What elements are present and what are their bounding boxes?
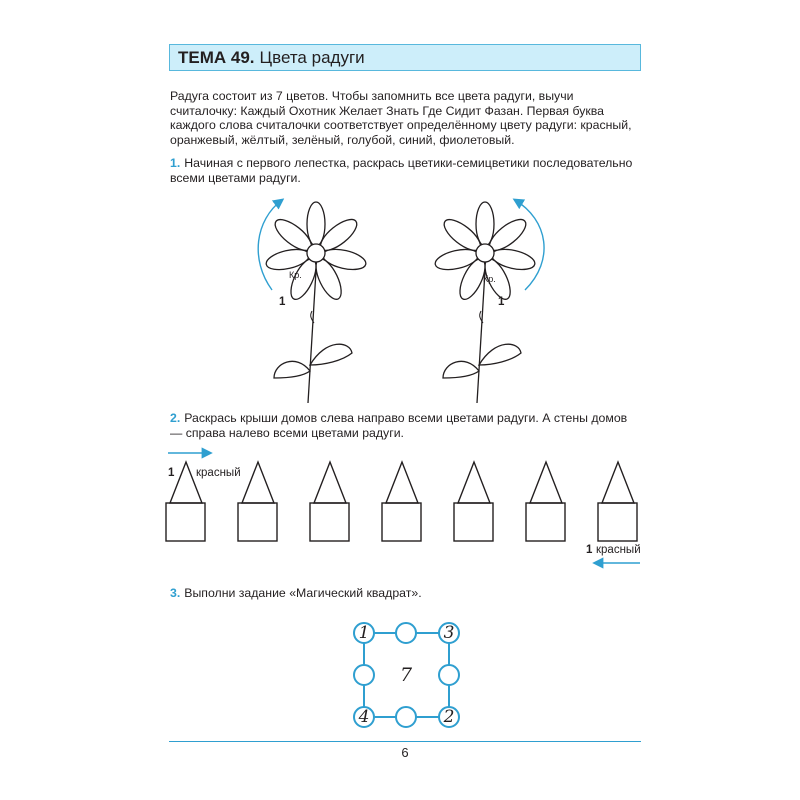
- houses-right-number: 1: [586, 544, 593, 556]
- square-top-left: 1: [358, 623, 370, 643]
- task2-number: 2.: [170, 411, 181, 425]
- flower-right-arrow: [515, 200, 544, 290]
- house-4: [382, 462, 421, 541]
- house-7: [598, 462, 637, 541]
- square-bottom-left: 4: [358, 707, 370, 727]
- task2-instructions: Раскрась крыши домов слева направо всеми цветами радуги. А стены домов — справа налево всеми цветами радуги.: [170, 411, 628, 440]
- flower-right-petal-label: Кр.: [483, 274, 496, 284]
- footer-rule: [169, 741, 641, 742]
- flower-right: [433, 202, 536, 403]
- square-center: 7: [399, 664, 413, 686]
- house-5: [454, 462, 493, 541]
- houses-left-marker: [168, 467, 174, 479]
- task3-text: [170, 586, 642, 601]
- topic-title: Цвета радуги: [259, 47, 365, 67]
- square-bottom-right: 2: [443, 707, 455, 727]
- houses-right-label: красный: [596, 544, 641, 556]
- house-2: [238, 462, 277, 541]
- flower-left-petal-label: Кр.: [289, 270, 302, 280]
- flower-right-start-number: 1: [498, 296, 505, 308]
- house-6: [526, 462, 565, 541]
- task1-instructions: Начиная с первого лепестка, раскрась цветики-семицветики последовательно всеми цветами радуги.: [170, 156, 633, 185]
- topic-label: ТЕМА 49.: [178, 47, 255, 67]
- square-top-right: 3: [443, 623, 455, 643]
- house-3: [310, 462, 349, 541]
- task3-number: 3.: [170, 586, 181, 600]
- flower-left-arrow: [258, 200, 282, 290]
- task2-text: [170, 411, 642, 440]
- houses-left-label: красный: [196, 467, 241, 479]
- houses-right-marker: [586, 544, 592, 556]
- flower-left-start-number: 1: [279, 296, 286, 308]
- task1-number: 1.: [170, 156, 181, 170]
- task3-instructions: Выполни задание «Магический квадрат».: [184, 586, 422, 600]
- page-number: 6: [401, 745, 409, 760]
- houses-left-number: 1: [168, 467, 175, 479]
- intro-text: Радуга состоит из 7 цветов. Чтобы запомнить все цвета радуги, выучи считалочку: Каждый Охотник Желает Знать Где Сидит Фазан. Первая буква каждого слова считалочки соответствует определённому цвету радуги: красный, оранжевый, жёлтый, зелёный, голубой, синий, фиолетовый.: [170, 89, 632, 147]
